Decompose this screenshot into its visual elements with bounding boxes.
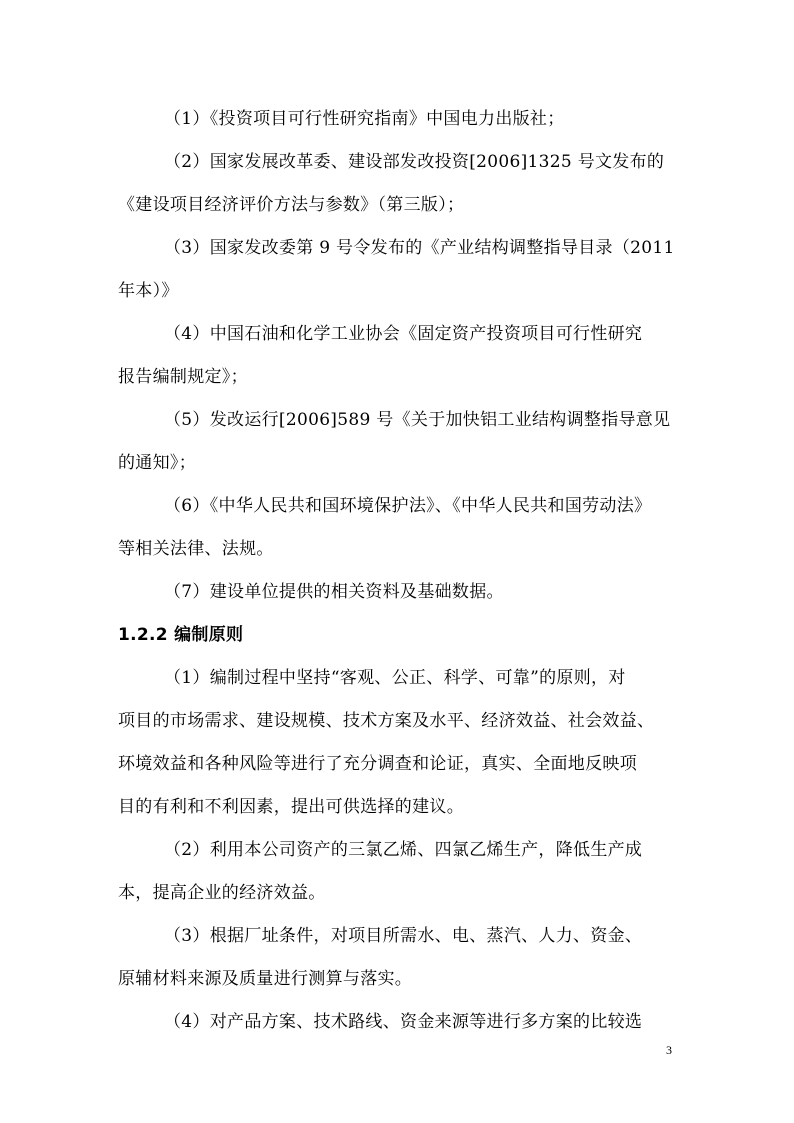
reference-item-4-line-2: 报告编制规定》； [118,367,248,387]
reference-item-6-line-2: 等相关法律、法规。 [118,539,274,559]
principle-1-line-2: 项目的市场需求、建设规模、技术方案及水平、经济效益、社会效益、 [118,711,655,731]
reference-item-5-line-2: 的通知》； [118,453,196,473]
principle-1-line-4: 目的有利和不利因素，提出可供选择的建议。 [118,797,464,817]
principle-3-line-1: （3）根据厂址条件，对项目所需水、电、蒸汽、人力、资金、 [164,926,643,946]
principle-2-line-1: （2）利用本公司资产的三氯乙烯、四氯乙烯生产，降低生产成 [164,840,643,860]
principle-1-line-1: （1）编制过程中坚持“客观、公正、科学、可靠”的原则，对 [164,668,626,688]
reference-item-4-line-1: （4）中国石油和化学工业协会《固定资产投资项目可行性研究 [164,324,643,344]
reference-item-2-line-2: 《建设项目经济评价方法与参数》（第三版）； [118,195,465,215]
reference-item-3-line-1: （3）国家发改委第 9 号令发布的《产业结构调整指导目录（2011 [164,238,675,258]
section-heading: 1.2.2 编制原则 [118,625,244,645]
principle-4-line-1: （4）对产品方案、技术路线、资金来源等进行多方案的比较选 [164,1012,643,1032]
reference-item-3-line-2: 年本）》 [118,281,179,301]
reference-item-2-line-1: （2）国家发展改革委、建设部发改投资[2006]1325 号文发布的 [164,152,665,172]
reference-item-1: （1）《投资项目可行性研究指南》中国电力出版社； [164,109,565,129]
reference-item-5-line-1: （5）发改运行[2006]589 号《关于加快铝工业结构调整指导意见 [164,410,671,430]
principle-3-line-2: 原辅材料来源及质量进行测算与落实。 [118,969,413,989]
principle-2-line-2: 本，提高企业的经济效益。 [118,883,326,903]
page-number: 3 [666,1043,672,1057]
reference-item-7: （7）建设单位提供的相关资料及基础数据。 [164,582,504,602]
principle-1-line-3: 环境效益和各种风险等进行了充分调查和论证，真实、全面地反映项 [118,754,637,774]
reference-item-6-line-1: （6）《中华人民共和国环境保护法》、《中华人民共和国劳动法》 [164,496,652,516]
